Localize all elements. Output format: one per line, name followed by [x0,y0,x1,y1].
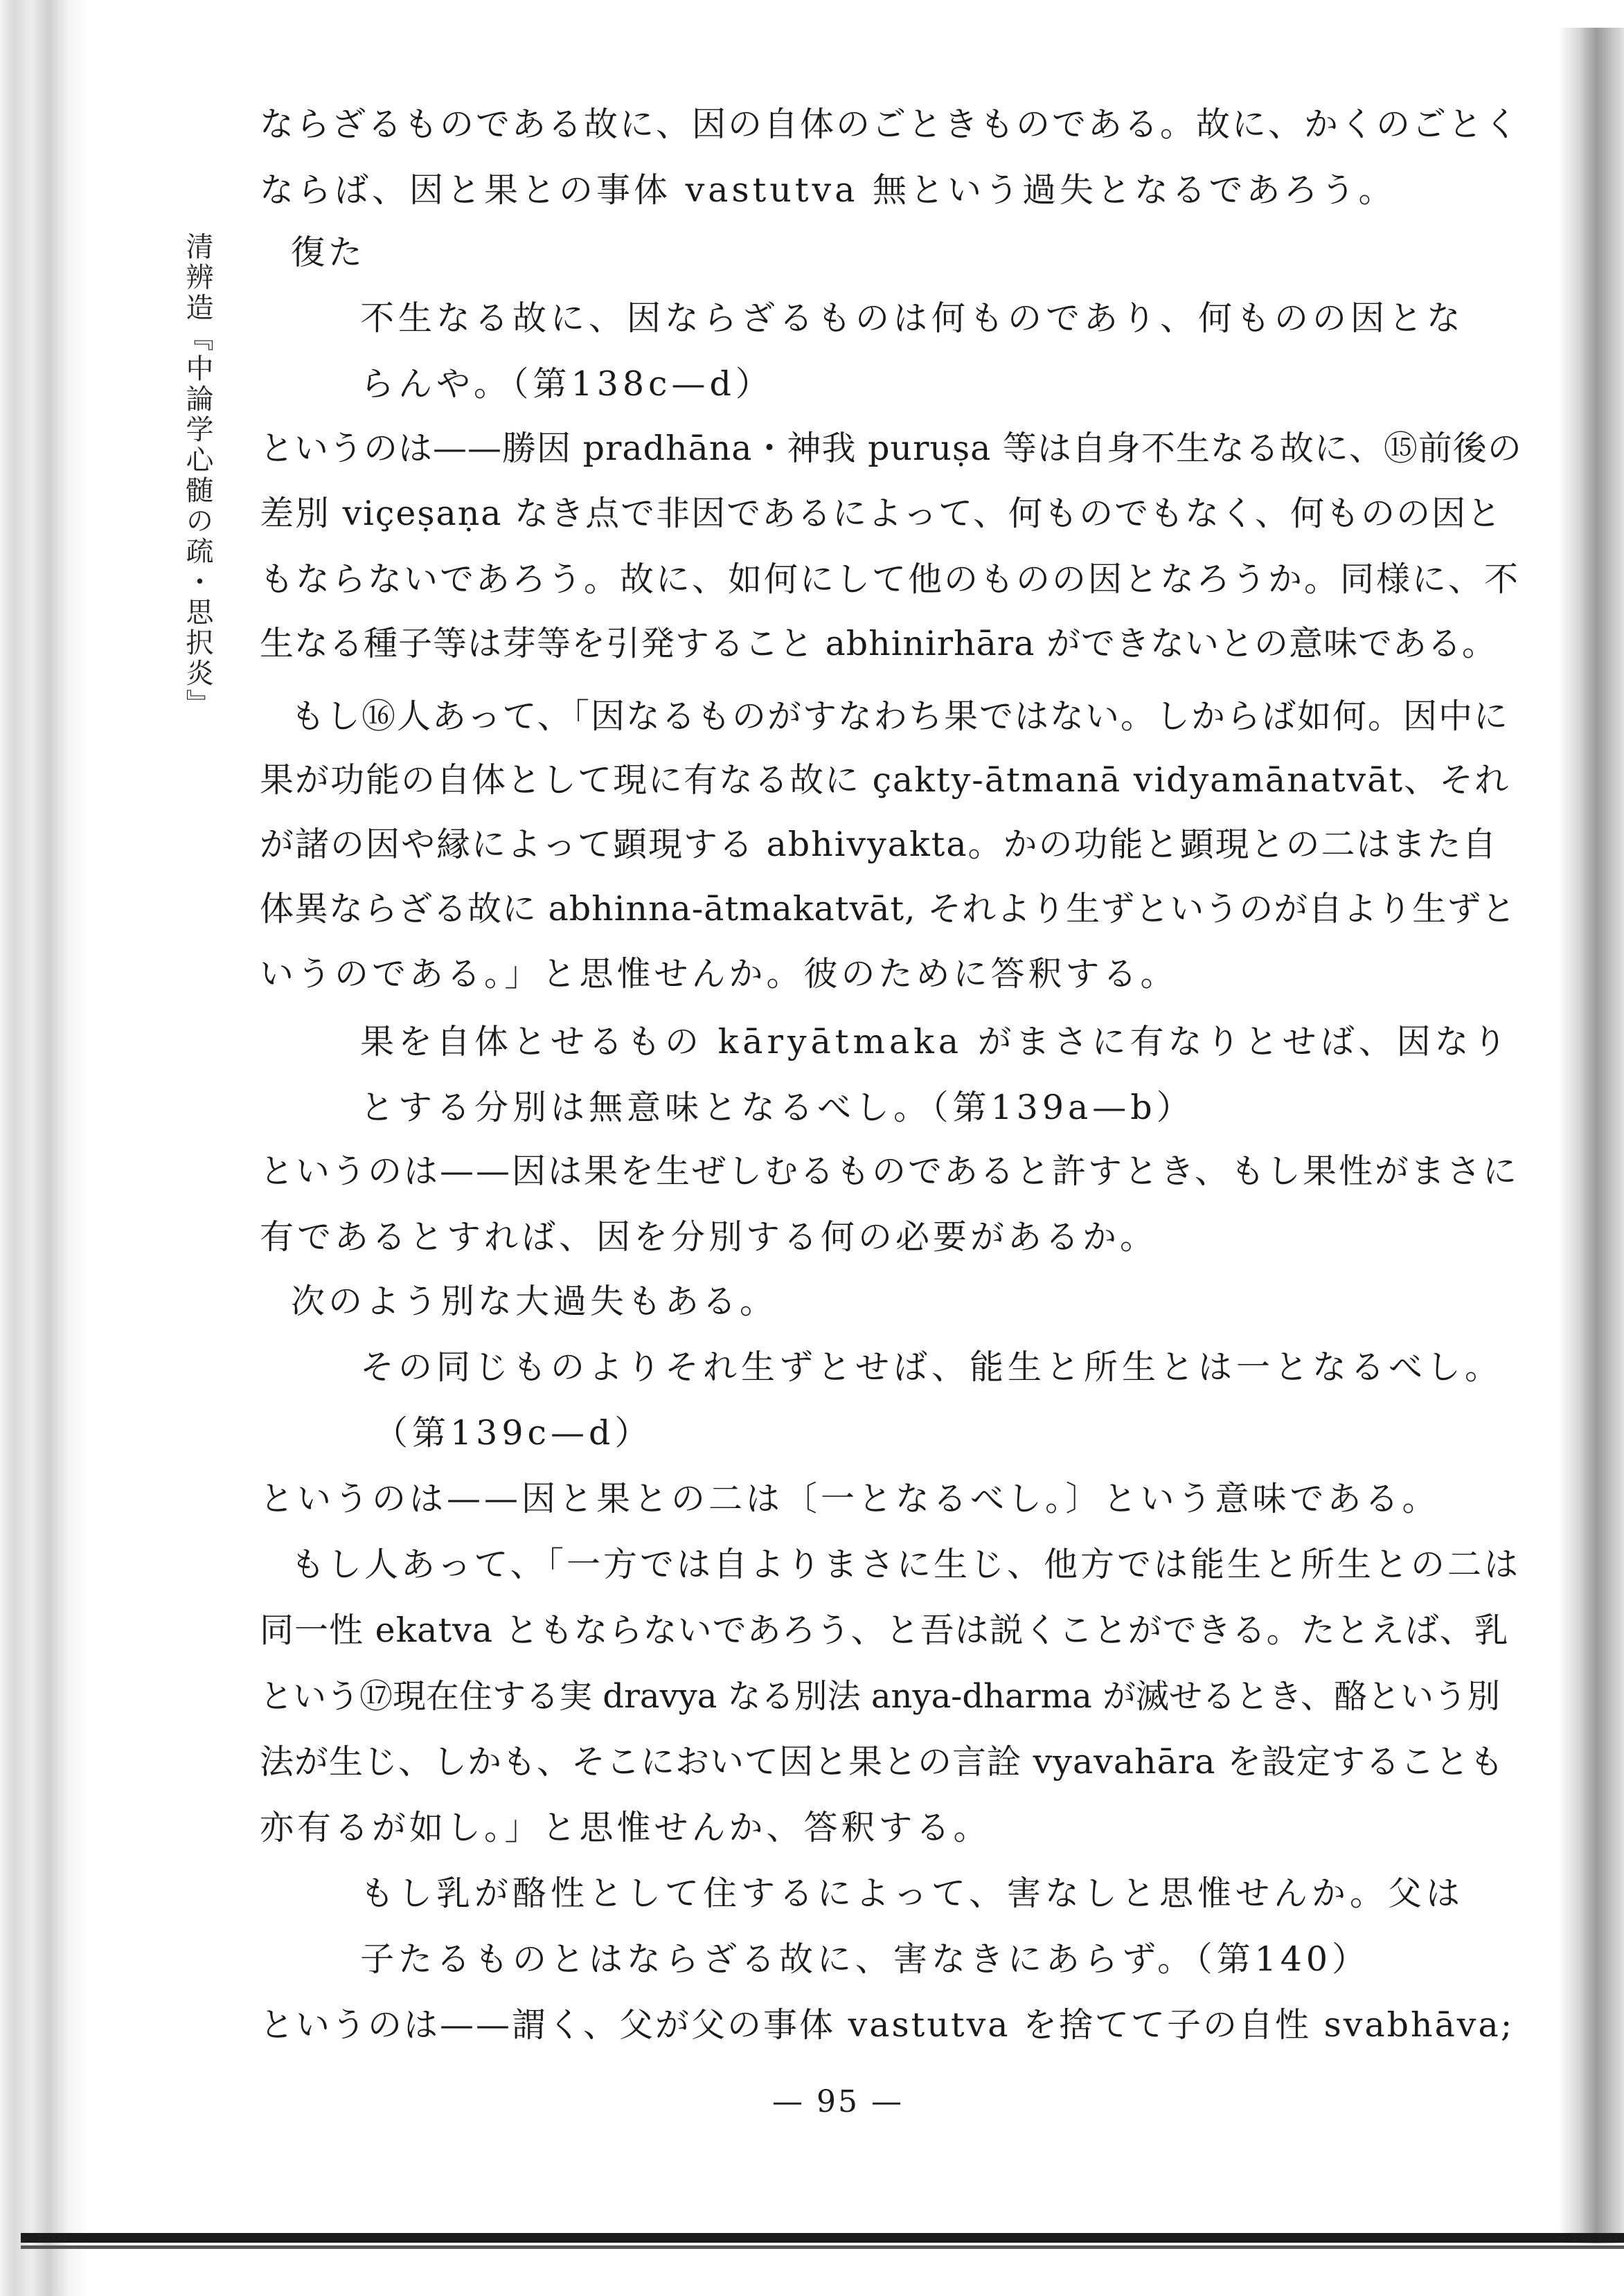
text-line: ならば、因と果との事体 vastutva 無という過失となるであろう。 [260,170,1396,210]
verse-line: らんや。（第138c—d） [360,364,774,404]
scan-bottom-rule-thin [21,2245,1624,2249]
text-line: 生なる種子等は芽等を引発すること abhinirhāra ができないとの意味である。 [260,624,1497,663]
text-line: 次のよう別な大過失もある。 [291,1282,778,1321]
text-line: というのは——勝因 pradhāna・神我 puruṣa 等は自身不生なる故に、⑮前後の [260,429,1522,468]
verse-line: とする分別は無意味となるべし。（第139a—b） [360,1088,1195,1127]
verse-line: その同じものよりそれ生ずとせば、能生と所生とは一となるべし。 [360,1347,1503,1387]
text-line: という⑰現在住する実 dravya なる別法 anya-dharma が滅せるとき、酪という別 [260,1677,1501,1716]
text-line: 同一性 ekatva ともならないであろう、と吾は説くことができる。たとえば、乳 [260,1611,1509,1650]
scan-left-edge [0,0,90,2296]
verse-line: もし乳が酪性として住するによって、害なしと思惟せんか。父は [360,1874,1465,1913]
text-line: というのは——因と果との二は〔一となるべし。〕という意味である。 [260,1479,1440,1518]
text-line: もし⑯人あって、「因なるものがすなわち果ではない。しからば如何。因中に [291,697,1510,736]
scan-right-edge [1558,28,1624,2243]
scan-bottom-rule [21,2233,1624,2243]
verse-line: 果を自体とせるもの kāryātmaka がまさに有なりとせば、因なり [360,1022,1511,1061]
text-line: いうのである。」と思惟せんか。彼のために答釈する。 [260,954,1178,994]
text-line: 復た [291,233,366,272]
page-number: — 95 — [772,2084,904,2119]
verse-line: 子たるものとはならざる故に、害なきにあらず。（第140） [360,1939,1371,1979]
text-line: 差別 viçeṣaṇa なき点で非因であるによって、何ものでもなく、何ものの因と [260,494,1503,533]
text-line: というのは——謂く、父が父の事体 vastutva を捨てて子の自性 svabhāva; [260,2005,1515,2045]
text-line: もし人あって、「一方では自よりまさに生じ、他方では能生と所生との二は [291,1545,1522,1584]
text-line: 果が功能の自体として現に有なる故に çakty-ātmanā vidyamānatvāt、それ [260,760,1510,800]
text-line: 有であるとすれば、因を分別する何の必要があるか。 [260,1217,1158,1257]
verse-line: 不生なる故に、因ならざるものは何ものであり、何ものの因とな [360,298,1465,338]
text-line: 法が生じ、しかも、そこにおいて因と果との言詮 vyavahāra を設定することも [260,1742,1505,1782]
text-line: が諸の因や縁によって顕現する abhivyakta。かの功能と顕現との二はまた自 [260,825,1498,864]
verse-line: （第139c—d） [374,1413,653,1453]
text-line: ならざるものである故に、因の自体のごときものである。故に、かくのごとく [260,105,1521,144]
running-title: 清辨造『中論学心髄の疏・思択炎』 [181,232,213,719]
text-line: 体異ならざる故に abhinna-ātmakatvāt, それより生ずというのが自より生ずと [260,889,1517,929]
text-line: 亦有るが如し。」と思惟せんか、答釈する。 [260,1808,991,1847]
text-line: というのは——因は果を生ぜしむるものであると許すとき、もし果性がまさに [260,1151,1519,1191]
text-line: もならないであろう。故に、如何にして他のものの因となろうか。同様に、不 [260,559,1521,599]
